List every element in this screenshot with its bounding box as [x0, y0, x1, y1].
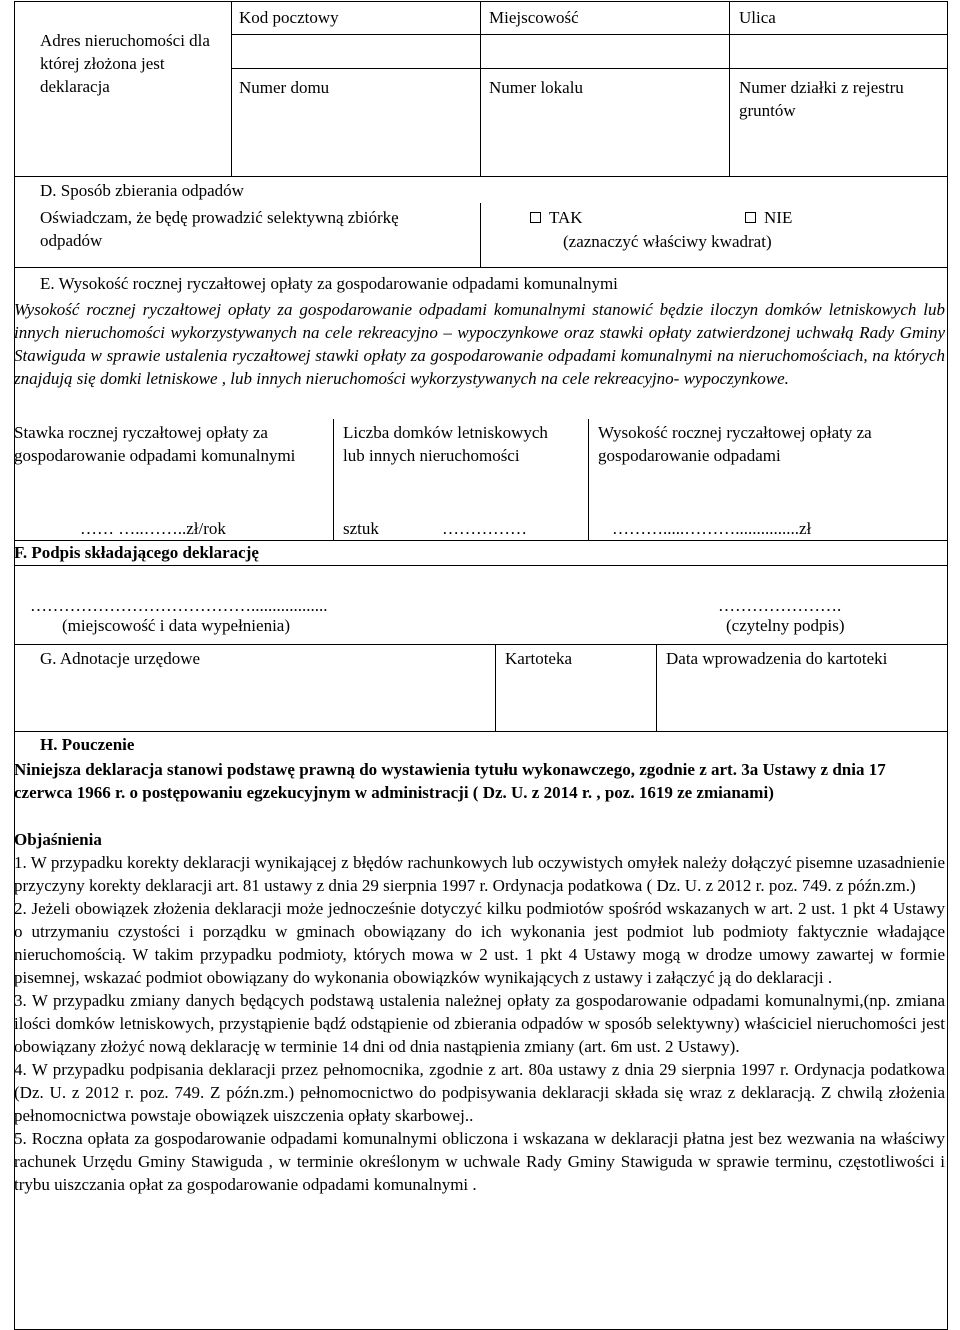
- house-number-field[interactable]: [232, 124, 480, 176]
- no-label: NIE: [764, 208, 793, 227]
- section-d-title: D. Sposób zbierania odpadów: [40, 181, 244, 200]
- section-g-title: G. Adnotacje urzędowe: [40, 649, 201, 668]
- explanations-list: [14, 851, 945, 1196]
- explanations-title: Objaśnienia: [14, 830, 102, 849]
- signature-field[interactable]: ………………….: [718, 596, 842, 615]
- postal-code-field[interactable]: [232, 35, 480, 68]
- postal-code-label: Kod pocztowy: [239, 8, 339, 27]
- card-index-label: Kartoteka: [505, 649, 573, 668]
- city-label: Miejscowość: [489, 8, 579, 27]
- house-number-label: Numer domu: [239, 78, 330, 97]
- place-date-label: (miejscowość i data wypełnienia): [62, 616, 291, 635]
- city-field[interactable]: [481, 35, 729, 68]
- checkbox-icon[interactable]: [530, 212, 541, 223]
- rate-value[interactable]: …… …..……..zł/rok: [80, 519, 226, 538]
- checkbox-icon[interactable]: [745, 212, 756, 223]
- yes-option[interactable]: [530, 206, 583, 229]
- amount-value[interactable]: ……….....………...............zł: [612, 519, 812, 538]
- rate-column-header: Stawka rocznej ryczałtowej opłaty za gospodarowanie odpadami komunalnymi: [14, 423, 296, 465]
- count-label: sztuk: [343, 519, 379, 538]
- street-label: Ulica: [739, 8, 776, 27]
- checkbox-hint: (zaznaczyć właściwy kwadrat): [563, 232, 772, 251]
- section-h-title: H. Pouczenie: [40, 735, 135, 754]
- entry-date-label: Data wprowadzenia do kartoteki: [666, 649, 888, 668]
- plot-number-field[interactable]: [730, 124, 947, 176]
- section-e-title: E. Wysokość rocznej ryczałtowej opłaty za gospodarowanie odpadami komunalnymi: [40, 274, 618, 293]
- unit-number-field[interactable]: [481, 124, 729, 176]
- signature-label: (czytelny podpis): [726, 616, 845, 635]
- explanation-item: 5. Roczna opłata za gospodarowanie odpadami komunalnymi obliczona i wskazana w deklaracji płatna jest bez wezwania na właściwy rachunek Urzędu Gminy Stawiguda , w terminie określonym w uchwale Rady Gminy Stawiguda w sprawie terminu, częstotliwości i trybu uiszczania opłat za gospodarowanie odpadami komunalnymi .: [14, 1129, 945, 1194]
- explanation-item: 2. Jeżeli obowiązek złożenia deklaracji może jednocześnie dotyczyć kilku podmiotów spośród wskazanych w art. 2 ust. 1 pkt 4 Ustawy o utrzymaniu czystości i porządku w gminach obowiązany do ich wykonania jest podmiot lub podmioty faktycznie władające nieruchomością. W takim przypadku podmioty, których mowa w 2 ust. 1 pkt 4 Ustawy mogą w drodze umowy zawartej w formie pisemnej, wskazać podmiot obowiązany do wykonania obowiązków wynikających z ustawy i załączyć ją do deklaracji .: [14, 899, 945, 987]
- place-date-field[interactable]: …………………………………..................: [30, 596, 328, 615]
- count-column-header: Liczba domków letniskowych lub innych nieruchomości: [343, 423, 548, 465]
- address-label: Adres nieruchomości dla której złożona jest deklaracja: [40, 31, 210, 96]
- selective-statement: Oświadczam, że będę prowadzić selektywną zbiórkę odpadów: [40, 208, 399, 250]
- street-field[interactable]: [730, 35, 947, 68]
- explanation-item: 4. W przypadku podpisania deklaracji przez pełnomocnika, zgodnie z art. 80a ustawy z dnia 29 sierpnia 1997 r. Ordynacja podatkowa (Dz. U. z 2012 r. poz. 749. Z późn.zm.) pełnomocnictwo do podpisywania deklaracji składa się wraz z deklaracją. Z chwilą złożenia pełnomocnictwa powstaje obowiązek uiszczenia opłaty skarbowej..: [14, 1060, 945, 1125]
- amount-column-header: Wysokość rocznej ryczałtowej opłaty za gospodarowanie odpadami: [598, 423, 872, 465]
- section-e-description: Wysokość rocznej ryczałtowej opłaty za gospodarowanie odpadami komunalnymi stanowić będzie iloczyn domków letniskowych lub innych nieruchomości wykorzystywanych na cele rekreacyjno – wypoczynkowe oraz stawki opłaty zatwierdzonej uchwałą Rady Gminy Stawiguda w sprawie ustalenia ryczałtowej stawki opłaty za gospodarowanie odpadami komunalnymi na nieruchomościach, na których znajdują się domki letniskowe , lub innych nieruchomości wykorzystywanych na cele rekreacyjno- wypoczynkowe.: [14, 300, 945, 388]
- legal-notice: Niniejsza deklaracja stanowi podstawę prawną do wystawienia tytułu wykonawczego, zgodnie z art. 3a Ustawy z dnia 17 czerwca 1966 r. o postępowaniu egzekucyjnym w administracji ( Dz. U. z 2014 r. , poz. 1619 ze zmianami): [14, 760, 886, 802]
- explanation-item: 1. W przypadku korekty deklaracji wynikającej z błędów rachunkowych lub oczywistych omyłek należy dołączyć pisemne uzasadnienie przyczyny korekty deklaracji art. 81 ustawy z dnia 29 sierpnia 1997 r. Ordynacja podatkowa ( Dz. U. z 2012 r. poz. 749. z późn.zm.): [14, 853, 945, 895]
- no-option[interactable]: [745, 206, 792, 229]
- plot-number-label: Numer działki z rejestru gruntów: [739, 78, 904, 120]
- section-f-title: F. Podpis składającego deklarację: [14, 543, 259, 562]
- explanation-item: 3. W przypadku zmiany danych będących podstawą ustalenia należnej opłaty za gospodarowanie odpadami komunalnymi,(np. zmiana ilości domków letniskowych, przystąpienie bądź odstąpienie od zbierania odpadów w sposób selektywny) właściciel nieruchomości jest obowiązany złożyć nową deklarację w terminie 14 dni od dnia nastąpienia zmiany (art. 6m ust. 2 Ustawy).: [14, 991, 945, 1056]
- yes-label: TAK: [549, 208, 583, 227]
- unit-number-label: Numer lokalu: [489, 78, 583, 97]
- count-value[interactable]: ……………: [442, 519, 527, 538]
